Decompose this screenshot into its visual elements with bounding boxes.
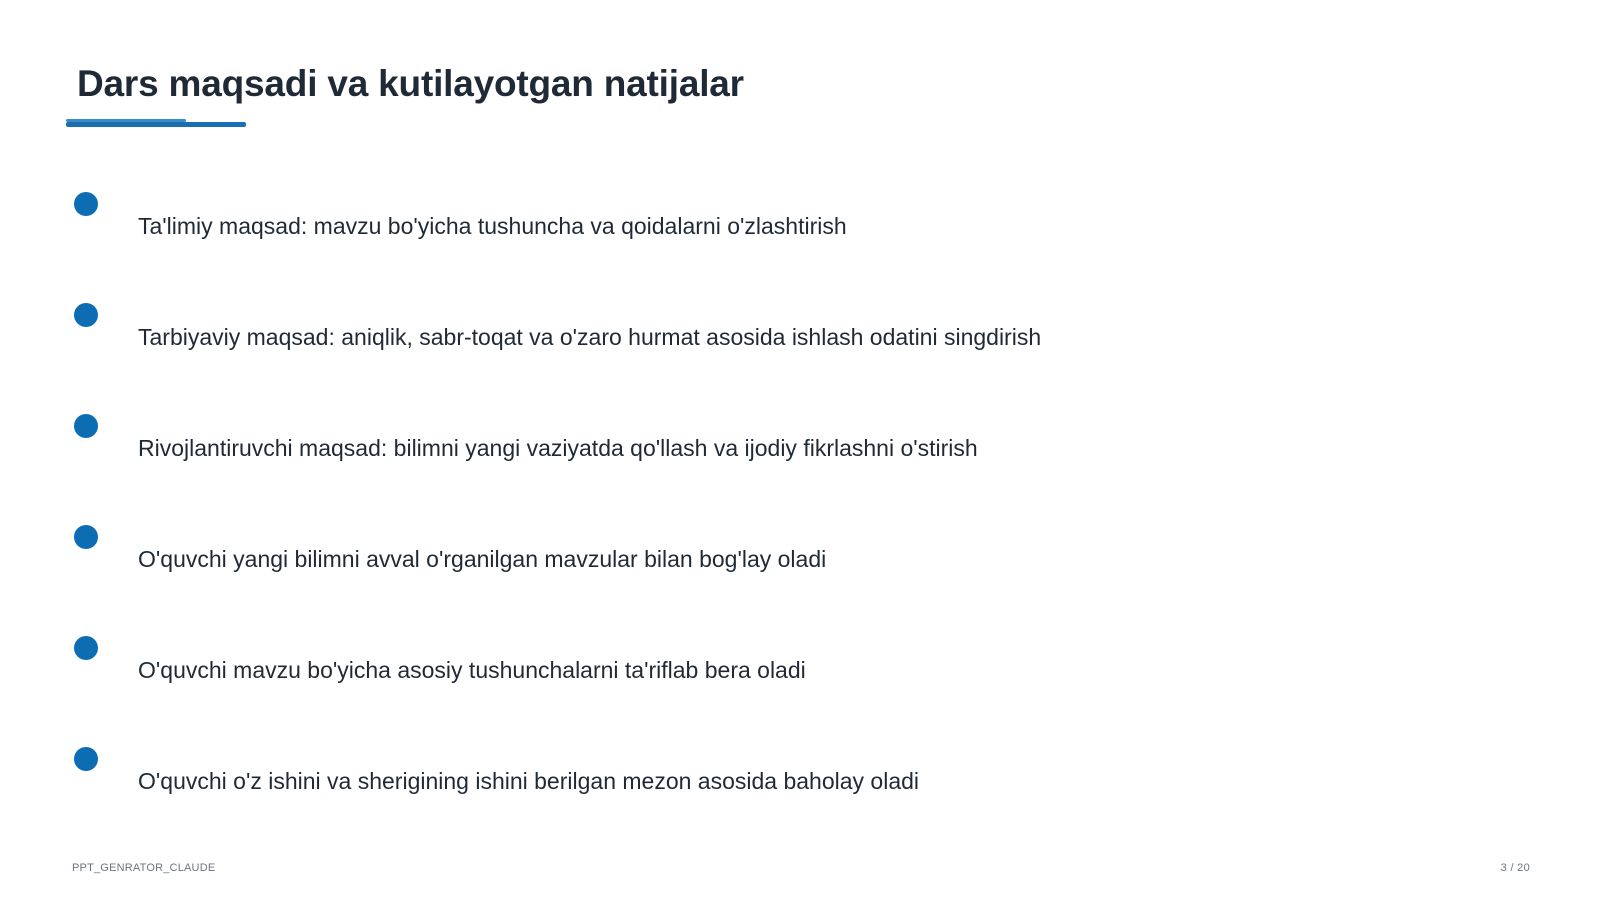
list-item (0, 636, 1600, 736)
page-indicator: 3 / 20 (1500, 862, 1530, 874)
list-item (0, 525, 1600, 625)
bullet-dot-icon (74, 414, 98, 438)
bullet-dot-icon (74, 192, 98, 216)
slide-title: Dars maqsadi va kutilayotgan natijalar (77, 63, 744, 104)
bullet-dot-icon (74, 747, 98, 771)
bullet-text: Ta'limiy maqsad: mavzu bo'yicha tushuncha va qoidalarni o'zlashtirish (138, 213, 847, 239)
bullet-dot-icon (74, 303, 98, 327)
list-item (0, 192, 1600, 292)
footer-source-label: PPT_GENRATOR_CLAUDE (72, 862, 216, 874)
list-item (0, 747, 1600, 847)
bullet-text: O'quvchi mavzu bo'yicha asosiy tushunchalarni ta'riflab bera oladi (138, 657, 806, 683)
bullet-text: Rivojlantiruvchi maqsad: bilimni yangi vaziyatda qo'llash va ijodiy fikrlashni o'stirish (138, 435, 978, 461)
bullet-text: O'quvchi o'z ishini va sherigining ishini berilgan mezon asosida baholay oladi (138, 768, 920, 794)
list-item (0, 414, 1600, 514)
list-item (0, 303, 1600, 403)
bullet-text: Tarbiyaviy maqsad: aniqlik, sabr-toqat va o'zaro hurmat asosida ishlash odatini singdirish (138, 324, 1042, 350)
bullet-dot-icon (74, 525, 98, 549)
bullet-dot-icon (74, 636, 98, 660)
bullet-text: O'quvchi yangi bilimni avval o'rganilgan mavzular bilan bog'lay oladi (138, 546, 827, 572)
